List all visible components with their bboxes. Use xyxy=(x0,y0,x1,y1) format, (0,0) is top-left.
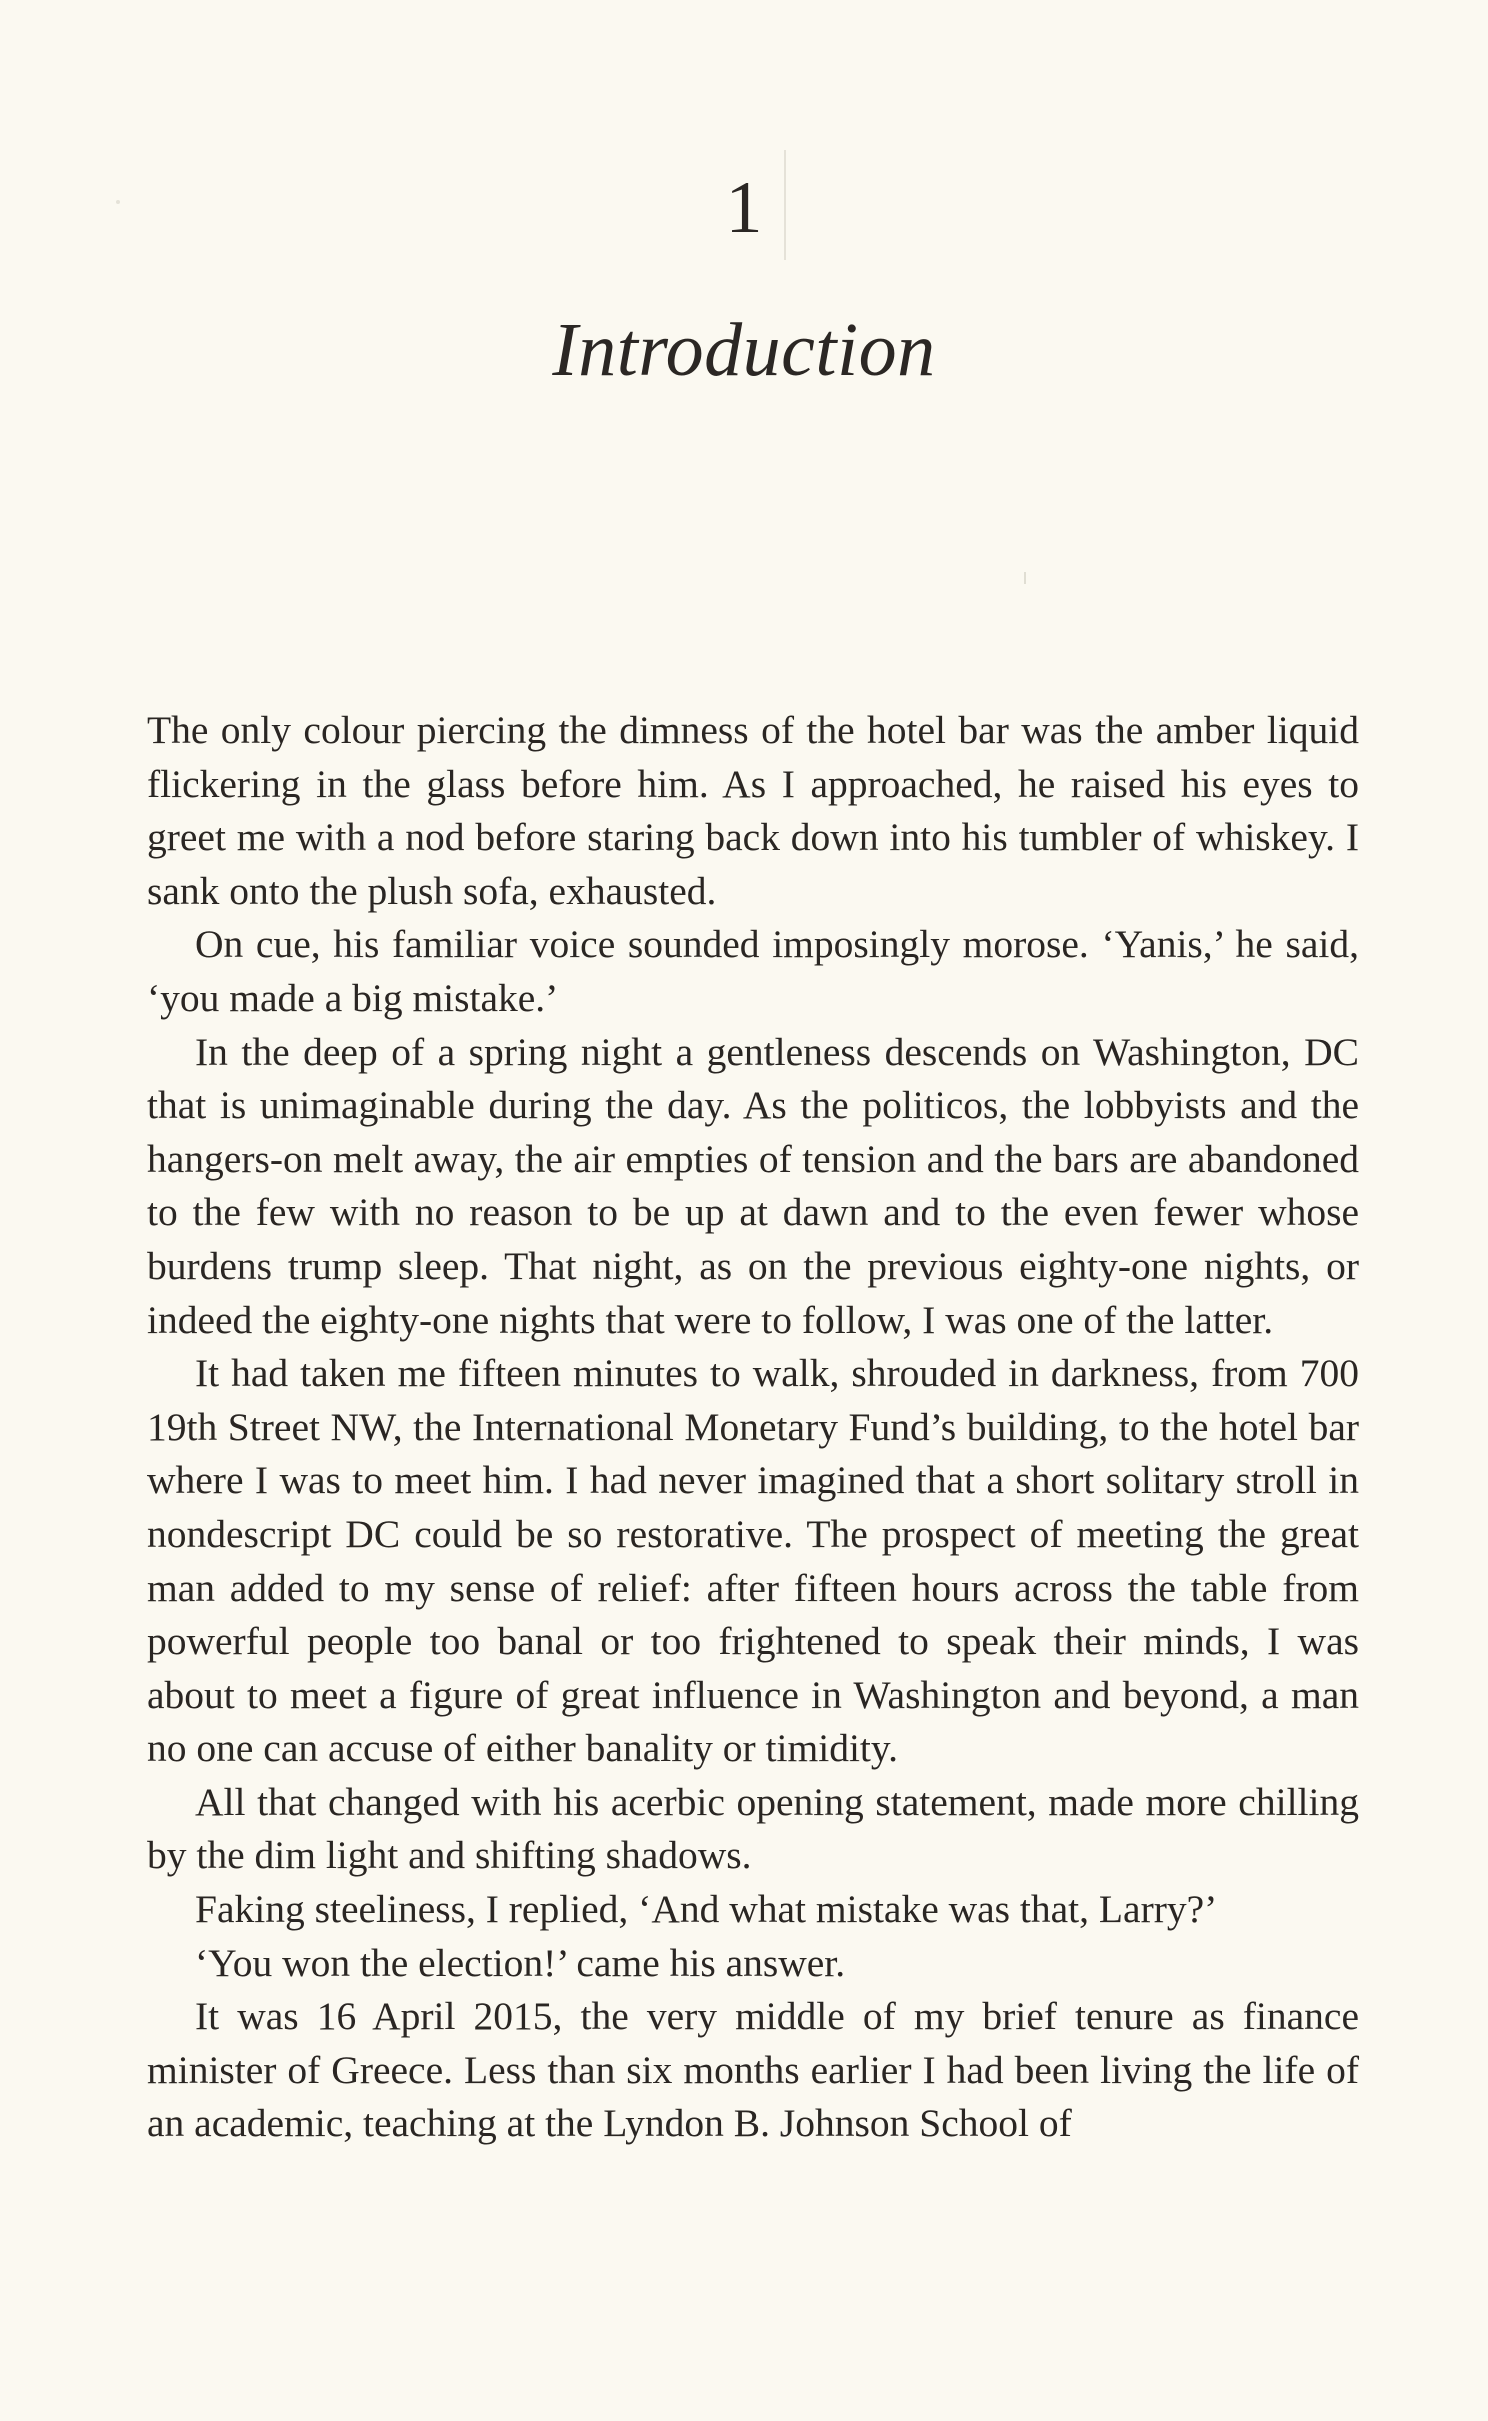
chapter-body xyxy=(147,704,1359,2151)
paragraph: In the deep of a spring night a gentleness descends on Washington, DC that is unimaginable during the day. As the politicos, the lobbyists and the hangers-on melt away, the air empties of tension and the bars are abandoned to the few with no reason to be up at dawn and to the even fewer whose burdens trump sleep. That night, as on the previous eighty-one nights, or indeed the eighty-one nights that were to follow, I was one of the latter. xyxy=(147,1029,1359,1342)
chapter-number: 1 xyxy=(725,167,763,249)
paragraph: All that changed with his acerbic opening statement, made more chilling by the dim light and shifting shadows. xyxy=(147,1779,1359,1878)
paragraph: The only colour piercing the dimness of the hotel bar was the amber liquid flickering in the glass before him. As I approached, he raised his eyes to greet me with a nod before staring back down into his tumbler of whiskey. I sank onto the plush sofa, exhausted. xyxy=(147,708,1359,913)
scan-mark xyxy=(1024,572,1026,584)
chapter-title: Introduction xyxy=(552,308,936,392)
paragraph: On cue, his familiar voice sounded imposingly morose. ‘Yanis,’ he said, ‘you made a big mistake.’ xyxy=(147,922,1359,1020)
paragraph: It had taken me fifteen minutes to walk, shrouded in darkness, from 700 19th Street NW, the International Monetary Fund’s building, to the hotel bar where I was to meet him. I had never imagined that a short solitary stroll in nondescript DC could be so restorative. The prospect of meeting the great man added to my sense of relief: after fifteen hours across the table from powerful people too banal or too frightened to speak their minds, I was about to meet a figure of great influence in Washington and beyond, a man no one can accuse of either banality or timidity. xyxy=(147,1351,1359,1771)
paragraph: ‘You won the election!’ came his answer. xyxy=(195,1940,846,1985)
paragraph: Faking steeliness, I replied, ‘And what mistake was that, Larry?’ xyxy=(195,1887,1218,1932)
paragraph: It was 16 April 2015, the very middle of my brief tenure as finance minister of Greece. Less than six months earlier I had been living the life of an academic, teaching at the Lyndon B. Johnson School of xyxy=(147,1994,1359,2146)
